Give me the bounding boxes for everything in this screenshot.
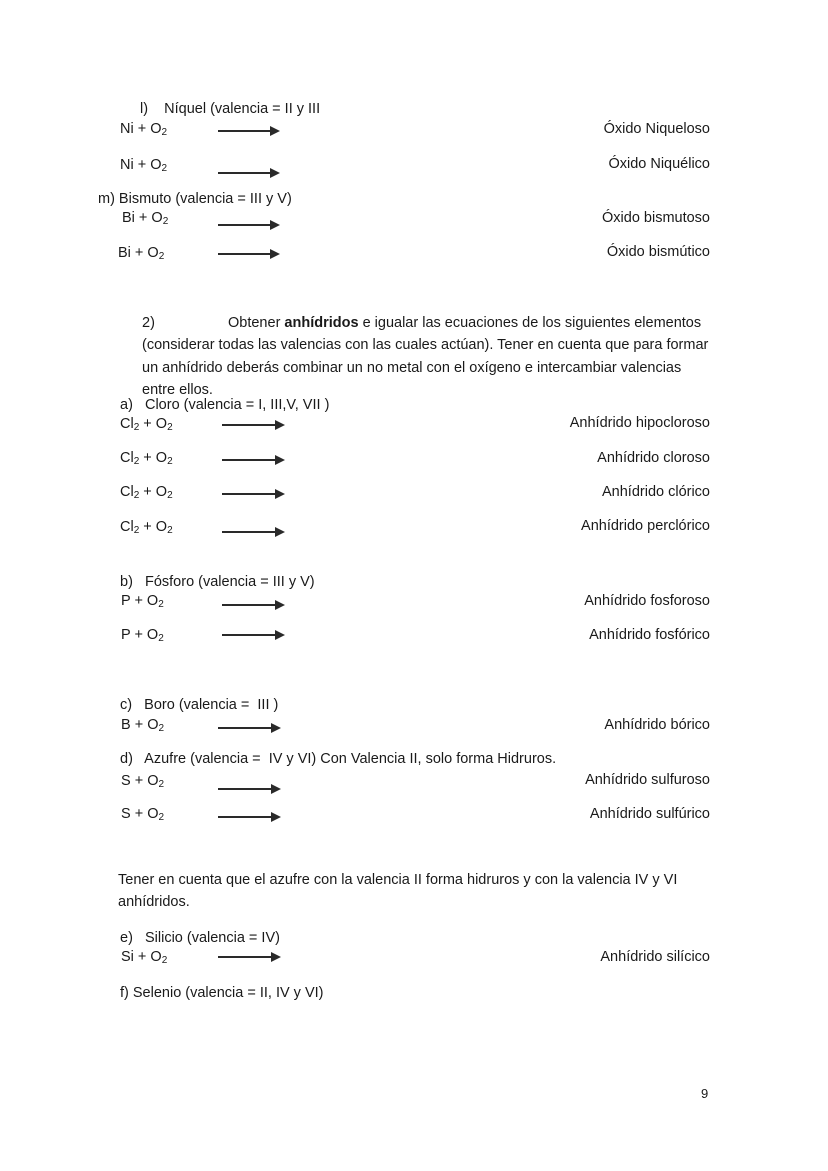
product-label-oxido-bismutico: Óxido bismútico <box>606 244 710 260</box>
product-label-anhidrido-borico: Anhídrido bórico <box>604 717 710 733</box>
formula-cloro-1 <box>120 416 173 432</box>
formula-subscript: 2 <box>161 955 168 967</box>
formula-text: Cl <box>120 416 134 432</box>
formula-subscript: 2 <box>167 525 173 537</box>
formula-cloro-3 <box>120 484 173 500</box>
formula-text: Cl <box>120 519 134 535</box>
formula-niquel-1 <box>120 121 167 137</box>
formula-subscript: 2 <box>161 127 168 139</box>
formula-subscript: 2 <box>133 525 140 537</box>
formula-cloro-2 <box>120 450 173 466</box>
formula-subscript: 2 <box>158 723 165 735</box>
reaction-arrow-icon <box>222 455 285 465</box>
heading-item-l-niquel: l) Níquel (valencia = II y III <box>140 101 321 117</box>
formula-text: S + O <box>121 773 159 789</box>
product-label-oxido-bismutoso: Óxido bismutoso <box>602 210 710 226</box>
formula-text: Ni + O <box>120 121 162 137</box>
reaction-arrow-icon <box>218 952 281 962</box>
formula-text: Si + O <box>121 949 162 965</box>
formula-text: Cl <box>120 450 134 466</box>
formula-subscript: 2 <box>158 812 165 824</box>
formula-text: Bi + O <box>118 245 159 261</box>
product-label-anhidrido-cloroso: Anhídrido cloroso <box>597 450 710 466</box>
heading-item-e-silicio: e) Silicio (valencia = IV) <box>120 930 280 946</box>
formula-text: Bi + O <box>122 210 163 226</box>
reaction-arrow-icon <box>218 168 280 178</box>
heading-item-a-cloro: a) Cloro (valencia = I, III,V, VII ) <box>120 397 330 413</box>
product-label-oxido-niqueloso: Óxido Niqueloso <box>603 121 710 137</box>
formula-subscript: 2 <box>161 163 168 175</box>
formula-subscript: 2 <box>167 456 173 468</box>
exercise-2-number: 2) <box>142 315 155 331</box>
reaction-arrow-icon <box>222 630 285 640</box>
formula-text: + O <box>139 416 168 432</box>
heading-item-d-azufre: d) Azufre (valencia = IV y VI) Con Valencia II, solo forma Hidruros. <box>120 751 557 767</box>
formula-azufre-1 <box>121 773 164 789</box>
reaction-arrow-icon <box>218 723 281 733</box>
formula-text: + O <box>139 450 168 466</box>
formula-subscript: 2 <box>133 422 140 434</box>
product-label-anhidrido-clorico: Anhídrido clórico <box>602 484 710 500</box>
exercise-2-paragraph <box>142 312 710 402</box>
product-label-oxido-niquelico: Óxido Niquélico <box>608 156 710 172</box>
reaction-arrow-icon <box>218 220 280 230</box>
product-label-anhidrido-sulfuroso: Anhídrido sulfuroso <box>585 772 710 788</box>
product-label-anhidrido-fosforoso: Anhídrido fosforoso <box>584 593 710 609</box>
reaction-arrow-icon <box>222 600 285 610</box>
exercise-2-rest: e igualar las ecuaciones de los siguientes elementos (considerar todas las valencias con las cuales actúan). Tener en cuenta que para formar un anhídrido deberás combinar un no metal con el oxígeno e intercambiar valencias entre ellos. <box>142 315 709 399</box>
note-azufre: Tener en cuenta que el azufre con la valencia II forma hidruros y con la valencia IV y VI anhídridos. <box>118 872 678 911</box>
formula-text: S + O <box>121 806 159 822</box>
formula-niquel-2 <box>120 157 167 173</box>
formula-text: Cl <box>120 484 134 500</box>
heading-item-m-bismuto: m) Bismuto (valencia = III y V) <box>98 191 292 207</box>
reaction-arrow-icon <box>218 249 280 259</box>
reaction-arrow-icon <box>222 420 285 430</box>
reaction-arrow-icon <box>222 527 285 537</box>
formula-subscript: 2 <box>158 633 164 645</box>
heading-item-b-fosforo: b) Fósforo (valencia = III y V) <box>120 574 315 590</box>
heading-item-c-boro: c) Boro (valencia = III ) <box>120 697 279 713</box>
formula-boro-1 <box>121 717 164 733</box>
product-label-anhidrido-silicico: Anhídrido silícico <box>600 949 710 965</box>
product-label-anhidrido-hipocloroso: Anhídrido hipocloroso <box>569 415 710 431</box>
formula-text: Ni + O <box>120 157 162 173</box>
formula-bismuto-2 <box>118 245 164 261</box>
formula-subscript: 2 <box>167 422 173 434</box>
exercise-2-bold-term: anhídridos <box>284 315 359 331</box>
formula-text: P + O <box>121 593 159 609</box>
formula-fosforo-2 <box>121 627 164 643</box>
formula-subscript: 2 <box>133 456 140 468</box>
product-label-anhidrido-perclorico: Anhídrido perclórico <box>581 518 710 534</box>
product-label-anhidrido-sulfurico: Anhídrido sulfúrico <box>589 806 710 822</box>
heading-item-f-selenio: f) Selenio (valencia = II, IV y VI) <box>120 985 324 1001</box>
formula-fosforo-1 <box>121 593 164 609</box>
reaction-arrow-icon <box>218 812 281 822</box>
formula-subscript: 2 <box>158 599 164 611</box>
page-number: 9 <box>701 1086 709 1101</box>
formula-subscript: 2 <box>167 490 173 502</box>
formula-subscript: 2 <box>133 490 140 502</box>
formula-subscript: 2 <box>158 779 165 791</box>
reaction-arrow-icon <box>218 784 281 794</box>
formula-subscript: 2 <box>162 216 169 228</box>
reaction-arrow-icon <box>222 489 285 499</box>
formula-subscript: 2 <box>158 251 165 263</box>
reaction-arrow-icon <box>218 126 280 136</box>
product-label-anhidrido-fosforico: Anhídrido fosfórico <box>589 627 710 643</box>
formula-cloro-4 <box>120 519 173 535</box>
formula-bismuto-1 <box>122 210 168 226</box>
exercise-2-lead: Obtener <box>228 315 285 331</box>
formula-text: P + O <box>121 627 159 643</box>
formula-silicio-1 <box>121 949 167 965</box>
formula-text: + O <box>139 519 168 535</box>
formula-text: + O <box>139 484 168 500</box>
formula-text: B + O <box>121 717 159 733</box>
formula-azufre-2 <box>121 806 164 822</box>
